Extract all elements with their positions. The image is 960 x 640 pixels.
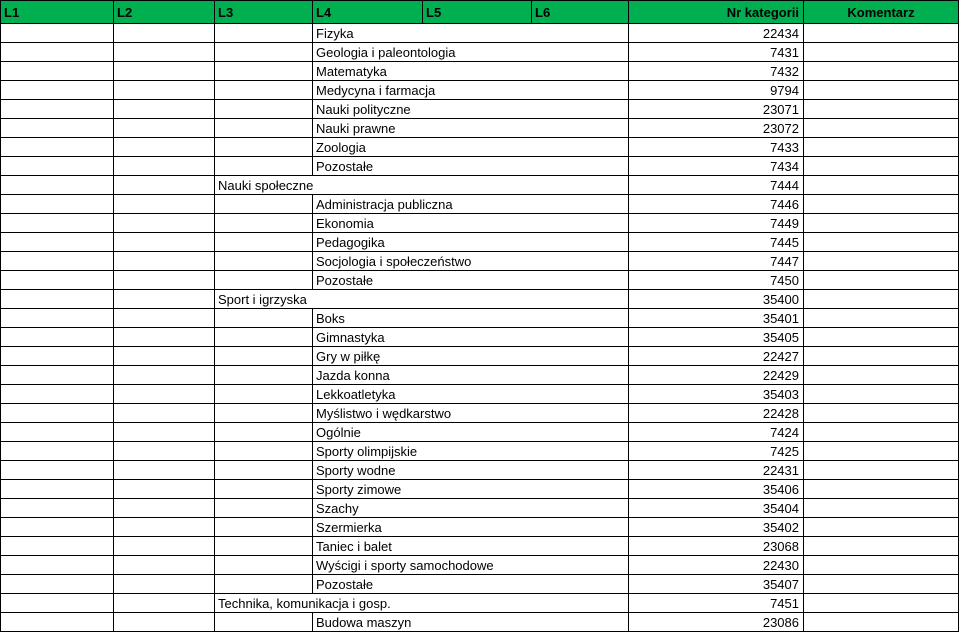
empty-cell-l5[interactable]	[423, 613, 532, 632]
empty-cell-l2[interactable]	[114, 575, 215, 594]
empty-cell-l2[interactable]	[114, 328, 215, 347]
table-row	[1, 290, 959, 309]
category-number-cell[interactable]: 22430	[629, 556, 804, 575]
empty-cell-l6[interactable]	[532, 290, 629, 309]
empty-cell-l1[interactable]	[1, 613, 114, 632]
table-row	[1, 195, 959, 214]
empty-cell-l6[interactable]	[532, 309, 629, 328]
table-row	[1, 233, 959, 252]
category-name-cell[interactable]: Ogólnie	[313, 423, 423, 442]
empty-cell-l3[interactable]	[215, 423, 313, 442]
category-number-cell[interactable]: 22427	[629, 347, 804, 366]
empty-cell-l5[interactable]	[423, 575, 532, 594]
empty-cell-l4[interactable]	[313, 176, 423, 195]
empty-cell-l2[interactable]	[114, 442, 215, 461]
empty-cell-l6[interactable]	[532, 556, 629, 575]
category-name-cell[interactable]: Szachy	[313, 499, 423, 518]
empty-cell-l5[interactable]	[423, 290, 532, 309]
empty-cell-l1[interactable]	[1, 309, 114, 328]
table-row	[1, 537, 959, 556]
empty-cell-l6[interactable]	[532, 328, 629, 347]
empty-cell-l6[interactable]	[532, 157, 629, 176]
empty-cell-l3[interactable]	[215, 442, 313, 461]
empty-cell-l2[interactable]	[114, 461, 215, 480]
empty-cell-l3[interactable]	[215, 271, 313, 290]
empty-cell-l3[interactable]	[215, 233, 313, 252]
empty-cell-l2[interactable]	[114, 233, 215, 252]
empty-cell-l1[interactable]	[1, 138, 114, 157]
empty-cell-l6[interactable]	[532, 100, 629, 119]
empty-cell-l5[interactable]	[423, 347, 532, 366]
category-name-cell[interactable]: Wyścigi i sporty samochodowe	[313, 556, 423, 575]
empty-cell-l3[interactable]	[215, 252, 313, 271]
empty-cell-l2[interactable]	[114, 290, 215, 309]
table-row	[1, 442, 959, 461]
empty-cell-l2[interactable]	[114, 537, 215, 556]
empty-cell-l1[interactable]	[1, 252, 114, 271]
empty-cell-l2[interactable]	[114, 157, 215, 176]
category-name-cell[interactable]: Nauki prawne	[313, 119, 423, 138]
table-row	[1, 385, 959, 404]
empty-cell-l2[interactable]	[114, 62, 215, 81]
empty-cell-l3[interactable]	[215, 309, 313, 328]
category-number-cell[interactable]: 7450	[629, 271, 804, 290]
category-name-cell[interactable]: Szermierka	[313, 518, 423, 537]
comment-cell[interactable]	[804, 157, 959, 176]
table-row	[1, 328, 959, 347]
category-number-cell[interactable]: 22431	[629, 461, 804, 480]
empty-cell-l1[interactable]	[1, 176, 114, 195]
empty-cell-l2[interactable]	[114, 499, 215, 518]
comment-cell[interactable]	[804, 347, 959, 366]
comment-cell[interactable]	[804, 423, 959, 442]
comment-cell[interactable]	[804, 81, 959, 100]
empty-cell-l6[interactable]	[532, 195, 629, 214]
comment-cell[interactable]	[804, 119, 959, 138]
column-header-l5[interactable]: L5	[423, 1, 532, 24]
empty-cell-l1[interactable]	[1, 119, 114, 138]
category-number-cell[interactable]: 23086	[629, 613, 804, 632]
category-number-cell[interactable]: 23071	[629, 100, 804, 119]
empty-cell-l3[interactable]	[215, 62, 313, 81]
empty-cell-l2[interactable]	[114, 518, 215, 537]
comment-cell[interactable]	[804, 537, 959, 556]
table-row	[1, 480, 959, 499]
category-number-cell[interactable]: 22429	[629, 366, 804, 385]
column-header-komentarz[interactable]: Komentarz	[804, 1, 959, 24]
column-header-l4[interactable]: L4	[313, 1, 423, 24]
empty-cell-l3[interactable]	[215, 385, 313, 404]
category-number-cell[interactable]: 35402	[629, 518, 804, 537]
category-number-cell[interactable]: 7447	[629, 252, 804, 271]
empty-cell-l1[interactable]	[1, 518, 114, 537]
empty-cell-l3[interactable]	[215, 556, 313, 575]
table-row	[1, 366, 959, 385]
empty-cell-l5[interactable]	[423, 423, 532, 442]
empty-cell-l2[interactable]	[114, 404, 215, 423]
category-name-cell[interactable]: Geologia i paleontologia	[313, 43, 423, 62]
empty-cell-l3[interactable]	[215, 138, 313, 157]
empty-cell-l1[interactable]	[1, 499, 114, 518]
table-row	[1, 24, 959, 43]
empty-cell-l1[interactable]	[1, 442, 114, 461]
empty-cell-l2[interactable]	[114, 252, 215, 271]
empty-cell-l3[interactable]	[215, 461, 313, 480]
category-name-cell[interactable]: Ekonomia	[313, 214, 423, 233]
comment-cell[interactable]	[804, 290, 959, 309]
category-name-cell[interactable]: Administracja publiczna	[313, 195, 423, 214]
empty-cell-l2[interactable]	[114, 176, 215, 195]
empty-cell-l3[interactable]	[215, 157, 313, 176]
table-row	[1, 214, 959, 233]
empty-cell-l6[interactable]	[532, 537, 629, 556]
empty-cell-l1[interactable]	[1, 423, 114, 442]
comment-cell[interactable]	[804, 594, 959, 613]
comment-cell[interactable]	[804, 62, 959, 81]
category-name-cell[interactable]: Pozostałe	[313, 575, 423, 594]
column-header-l6[interactable]: L6	[532, 1, 629, 24]
comment-cell[interactable]	[804, 252, 959, 271]
empty-cell-l1[interactable]	[1, 271, 114, 290]
category-number-cell[interactable]: 35406	[629, 480, 804, 499]
empty-cell-l1[interactable]	[1, 575, 114, 594]
table-row	[1, 499, 959, 518]
category-number-cell[interactable]: 22428	[629, 404, 804, 423]
empty-cell-l6[interactable]	[532, 176, 629, 195]
empty-cell-l3[interactable]	[215, 119, 313, 138]
empty-cell-l2[interactable]	[114, 81, 215, 100]
empty-cell-l1[interactable]	[1, 328, 114, 347]
comment-cell[interactable]	[804, 499, 959, 518]
category-number-cell[interactable]: 35407	[629, 575, 804, 594]
comment-cell[interactable]	[804, 404, 959, 423]
empty-cell-l3[interactable]	[215, 480, 313, 499]
table-row	[1, 62, 959, 81]
table-row	[1, 176, 959, 195]
category-name-cell[interactable]: Nauki polityczne	[313, 100, 423, 119]
comment-cell[interactable]	[804, 24, 959, 43]
empty-cell-l6[interactable]	[532, 81, 629, 100]
empty-cell-l2[interactable]	[114, 100, 215, 119]
table-row	[1, 81, 959, 100]
empty-cell-l2[interactable]	[114, 309, 215, 328]
category-number-cell[interactable]: 7446	[629, 195, 804, 214]
empty-cell-l6[interactable]	[532, 24, 629, 43]
empty-cell-l6[interactable]	[532, 233, 629, 252]
category-name-cell[interactable]: Sporty zimowe	[313, 480, 423, 499]
empty-cell-l6[interactable]	[532, 43, 629, 62]
comment-cell[interactable]	[804, 309, 959, 328]
column-header-nr-kategorii[interactable]: Nr kategorii	[629, 1, 804, 24]
comment-cell[interactable]	[804, 100, 959, 119]
empty-cell-l1[interactable]	[1, 24, 114, 43]
column-header-l3[interactable]: L3	[215, 1, 313, 24]
category-number-cell[interactable]: 7431	[629, 43, 804, 62]
category-number-cell[interactable]: 35400	[629, 290, 804, 309]
table-row	[1, 157, 959, 176]
empty-cell-l1[interactable]	[1, 480, 114, 499]
empty-cell-l6[interactable]	[532, 385, 629, 404]
category-number-cell[interactable]: 7425	[629, 442, 804, 461]
empty-cell-l3[interactable]	[215, 518, 313, 537]
table-row	[1, 43, 959, 62]
comment-cell[interactable]	[804, 480, 959, 499]
empty-cell-l1[interactable]	[1, 461, 114, 480]
category-name-cell[interactable]: Pozostałe	[313, 271, 423, 290]
comment-cell[interactable]	[804, 214, 959, 233]
empty-cell-l6[interactable]	[532, 613, 629, 632]
comment-cell[interactable]	[804, 556, 959, 575]
category-name-cell[interactable]: Gimnastyka	[313, 328, 423, 347]
empty-cell-l3[interactable]	[215, 81, 313, 100]
category-number-cell[interactable]: 7444	[629, 176, 804, 195]
comment-cell[interactable]	[804, 328, 959, 347]
category-name-cell[interactable]: Socjologia i społeczeństwo	[313, 252, 423, 271]
empty-cell-l2[interactable]	[114, 138, 215, 157]
category-name-cell[interactable]: Pedagogika	[313, 233, 423, 252]
category-number-cell[interactable]: 35401	[629, 309, 804, 328]
comment-cell[interactable]	[804, 366, 959, 385]
comment-cell[interactable]	[804, 176, 959, 195]
category-number-cell[interactable]: 7434	[629, 157, 804, 176]
empty-cell-l2[interactable]	[114, 119, 215, 138]
empty-cell-l2[interactable]	[114, 271, 215, 290]
category-name-cell[interactable]: Taniec i balet	[313, 537, 423, 556]
category-name-cell[interactable]: Boks	[313, 309, 423, 328]
comment-cell[interactable]	[804, 385, 959, 404]
category-number-cell[interactable]: 9794	[629, 81, 804, 100]
empty-cell-l1[interactable]	[1, 157, 114, 176]
empty-cell-l6[interactable]	[532, 461, 629, 480]
category-name-cell[interactable]: Myślistwo i wędkarstwo	[313, 404, 423, 423]
table-body	[1, 24, 959, 632]
table-row	[1, 556, 959, 575]
table-row	[1, 404, 959, 423]
category-name-cell[interactable]: Sporty olimpijskie	[313, 442, 423, 461]
table-row	[1, 575, 959, 594]
table-row	[1, 347, 959, 366]
empty-cell-l1[interactable]	[1, 100, 114, 119]
header-row	[1, 1, 959, 24]
comment-cell[interactable]	[804, 518, 959, 537]
empty-cell-l6[interactable]	[532, 271, 629, 290]
empty-cell-l6[interactable]	[532, 480, 629, 499]
empty-cell-l1[interactable]	[1, 404, 114, 423]
empty-cell-l6[interactable]	[532, 518, 629, 537]
empty-cell-l6[interactable]	[532, 252, 629, 271]
empty-cell-l3[interactable]	[215, 24, 313, 43]
empty-cell-l3[interactable]	[215, 613, 313, 632]
empty-cell-l5[interactable]	[423, 214, 532, 233]
empty-cell-l5[interactable]	[423, 518, 532, 537]
category-number-cell[interactable]: 7451	[629, 594, 804, 613]
category-name-cell[interactable]: Jazda konna	[313, 366, 423, 385]
category-name-cell[interactable]: Sport i igrzyska	[215, 290, 313, 309]
empty-cell-l1[interactable]	[1, 366, 114, 385]
empty-cell-l1[interactable]	[1, 556, 114, 575]
empty-cell-l6[interactable]	[532, 404, 629, 423]
empty-cell-l5[interactable]	[423, 461, 532, 480]
empty-cell-l5[interactable]	[423, 499, 532, 518]
category-name-cell[interactable]: Nauki społeczne	[215, 176, 313, 195]
comment-cell[interactable]	[804, 138, 959, 157]
empty-cell-l2[interactable]	[114, 556, 215, 575]
empty-cell-l6[interactable]	[532, 214, 629, 233]
empty-cell-l3[interactable]	[215, 43, 313, 62]
table-row	[1, 271, 959, 290]
category-name-cell[interactable]: Pozostałe	[313, 157, 423, 176]
empty-cell-l2[interactable]	[114, 594, 215, 613]
empty-cell-l4[interactable]	[313, 290, 423, 309]
empty-cell-l5[interactable]	[423, 176, 532, 195]
category-name-cell[interactable]: Sporty wodne	[313, 461, 423, 480]
comment-cell[interactable]	[804, 233, 959, 252]
empty-cell-l5[interactable]	[423, 385, 532, 404]
category-number-cell[interactable]: 35405	[629, 328, 804, 347]
category-number-cell[interactable]: 23068	[629, 537, 804, 556]
category-number-cell[interactable]: 35404	[629, 499, 804, 518]
table-row	[1, 613, 959, 632]
empty-cell-l3[interactable]	[215, 575, 313, 594]
category-number-cell[interactable]: 35403	[629, 385, 804, 404]
empty-cell-l5[interactable]	[423, 233, 532, 252]
empty-cell-l5[interactable]	[423, 271, 532, 290]
empty-cell-l1[interactable]	[1, 214, 114, 233]
empty-cell-l2[interactable]	[114, 24, 215, 43]
empty-cell-l5[interactable]	[423, 537, 532, 556]
category-name-cell[interactable]: Fizyka	[313, 24, 423, 43]
column-header-l2[interactable]: L2	[114, 1, 215, 24]
empty-cell-l1[interactable]	[1, 594, 114, 613]
empty-cell-l5[interactable]	[423, 24, 532, 43]
table-row	[1, 119, 959, 138]
empty-cell-l1[interactable]	[1, 385, 114, 404]
empty-cell-l6[interactable]	[532, 366, 629, 385]
empty-cell-l3[interactable]	[215, 347, 313, 366]
empty-cell-l2[interactable]	[114, 347, 215, 366]
category-number-cell[interactable]: 22434	[629, 24, 804, 43]
category-name-cell[interactable]: Lekkoatletyka	[313, 385, 423, 404]
category-number-cell[interactable]: 7433	[629, 138, 804, 157]
empty-cell-l6[interactable]	[532, 119, 629, 138]
category-name-cell[interactable]: Technika, komunikacja i gosp.	[215, 594, 313, 613]
empty-cell-l3[interactable]	[215, 195, 313, 214]
column-header-l1[interactable]: L1	[1, 1, 114, 24]
category-number-cell[interactable]: 7424	[629, 423, 804, 442]
empty-cell-l1[interactable]	[1, 347, 114, 366]
empty-cell-l2[interactable]	[114, 480, 215, 499]
category-name-cell[interactable]: Matematyka	[313, 62, 423, 81]
empty-cell-l5[interactable]	[423, 100, 532, 119]
empty-cell-l3[interactable]	[215, 404, 313, 423]
empty-cell-l6[interactable]	[532, 62, 629, 81]
empty-cell-l3[interactable]	[215, 214, 313, 233]
empty-cell-l2[interactable]	[114, 195, 215, 214]
empty-cell-l6[interactable]	[532, 575, 629, 594]
empty-cell-l3[interactable]	[215, 328, 313, 347]
empty-cell-l1[interactable]	[1, 290, 114, 309]
table-row	[1, 594, 959, 613]
empty-cell-l5[interactable]	[423, 366, 532, 385]
empty-cell-l3[interactable]	[215, 499, 313, 518]
empty-cell-l3[interactable]	[215, 366, 313, 385]
empty-cell-l5[interactable]	[423, 480, 532, 499]
empty-cell-l1[interactable]	[1, 537, 114, 556]
table-row	[1, 100, 959, 119]
empty-cell-l6[interactable]	[532, 347, 629, 366]
empty-cell-l5[interactable]	[423, 309, 532, 328]
empty-cell-l2[interactable]	[114, 423, 215, 442]
empty-cell-l6[interactable]	[532, 442, 629, 461]
comment-cell[interactable]	[804, 43, 959, 62]
empty-cell-l2[interactable]	[114, 43, 215, 62]
empty-cell-l6[interactable]	[532, 138, 629, 157]
table-row	[1, 252, 959, 271]
category-number-cell[interactable]: 7432	[629, 62, 804, 81]
empty-cell-l1[interactable]	[1, 62, 114, 81]
empty-cell-l3[interactable]	[215, 100, 313, 119]
comment-cell[interactable]	[804, 613, 959, 632]
category-number-cell[interactable]: 7449	[629, 214, 804, 233]
table-row	[1, 423, 959, 442]
empty-cell-l6[interactable]	[532, 423, 629, 442]
comment-cell[interactable]	[804, 575, 959, 594]
table-row	[1, 461, 959, 480]
table-row	[1, 309, 959, 328]
empty-cell-l2[interactable]	[114, 385, 215, 404]
empty-cell-l5[interactable]	[423, 62, 532, 81]
empty-cell-l2[interactable]	[114, 214, 215, 233]
empty-cell-l2[interactable]	[114, 366, 215, 385]
category-name-cell[interactable]: Zoologia	[313, 138, 423, 157]
table-row	[1, 138, 959, 157]
empty-cell-l2[interactable]	[114, 613, 215, 632]
comment-cell[interactable]	[804, 461, 959, 480]
empty-cell-l5[interactable]	[423, 119, 532, 138]
empty-cell-l5[interactable]	[423, 594, 532, 613]
empty-cell-l1[interactable]	[1, 43, 114, 62]
empty-cell-l3[interactable]	[215, 537, 313, 556]
category-number-cell[interactable]: 7445	[629, 233, 804, 252]
empty-cell-l1[interactable]	[1, 233, 114, 252]
category-name-cell[interactable]: Gry w piłkę	[313, 347, 423, 366]
empty-cell-l6[interactable]	[532, 594, 629, 613]
category-name-cell[interactable]: Medycyna i farmacja	[313, 81, 423, 100]
category-number-cell[interactable]: 23072	[629, 119, 804, 138]
table-row	[1, 518, 959, 537]
comment-cell[interactable]	[804, 271, 959, 290]
empty-cell-l5[interactable]	[423, 442, 532, 461]
empty-cell-l6[interactable]	[532, 499, 629, 518]
empty-cell-l1[interactable]	[1, 81, 114, 100]
comment-cell[interactable]	[804, 442, 959, 461]
empty-cell-l5[interactable]	[423, 328, 532, 347]
category-name-cell[interactable]: Budowa maszyn	[313, 613, 423, 632]
empty-cell-l5[interactable]	[423, 138, 532, 157]
empty-cell-l5[interactable]	[423, 157, 532, 176]
empty-cell-l1[interactable]	[1, 195, 114, 214]
comment-cell[interactable]	[804, 195, 959, 214]
empty-cell-l5[interactable]	[423, 81, 532, 100]
